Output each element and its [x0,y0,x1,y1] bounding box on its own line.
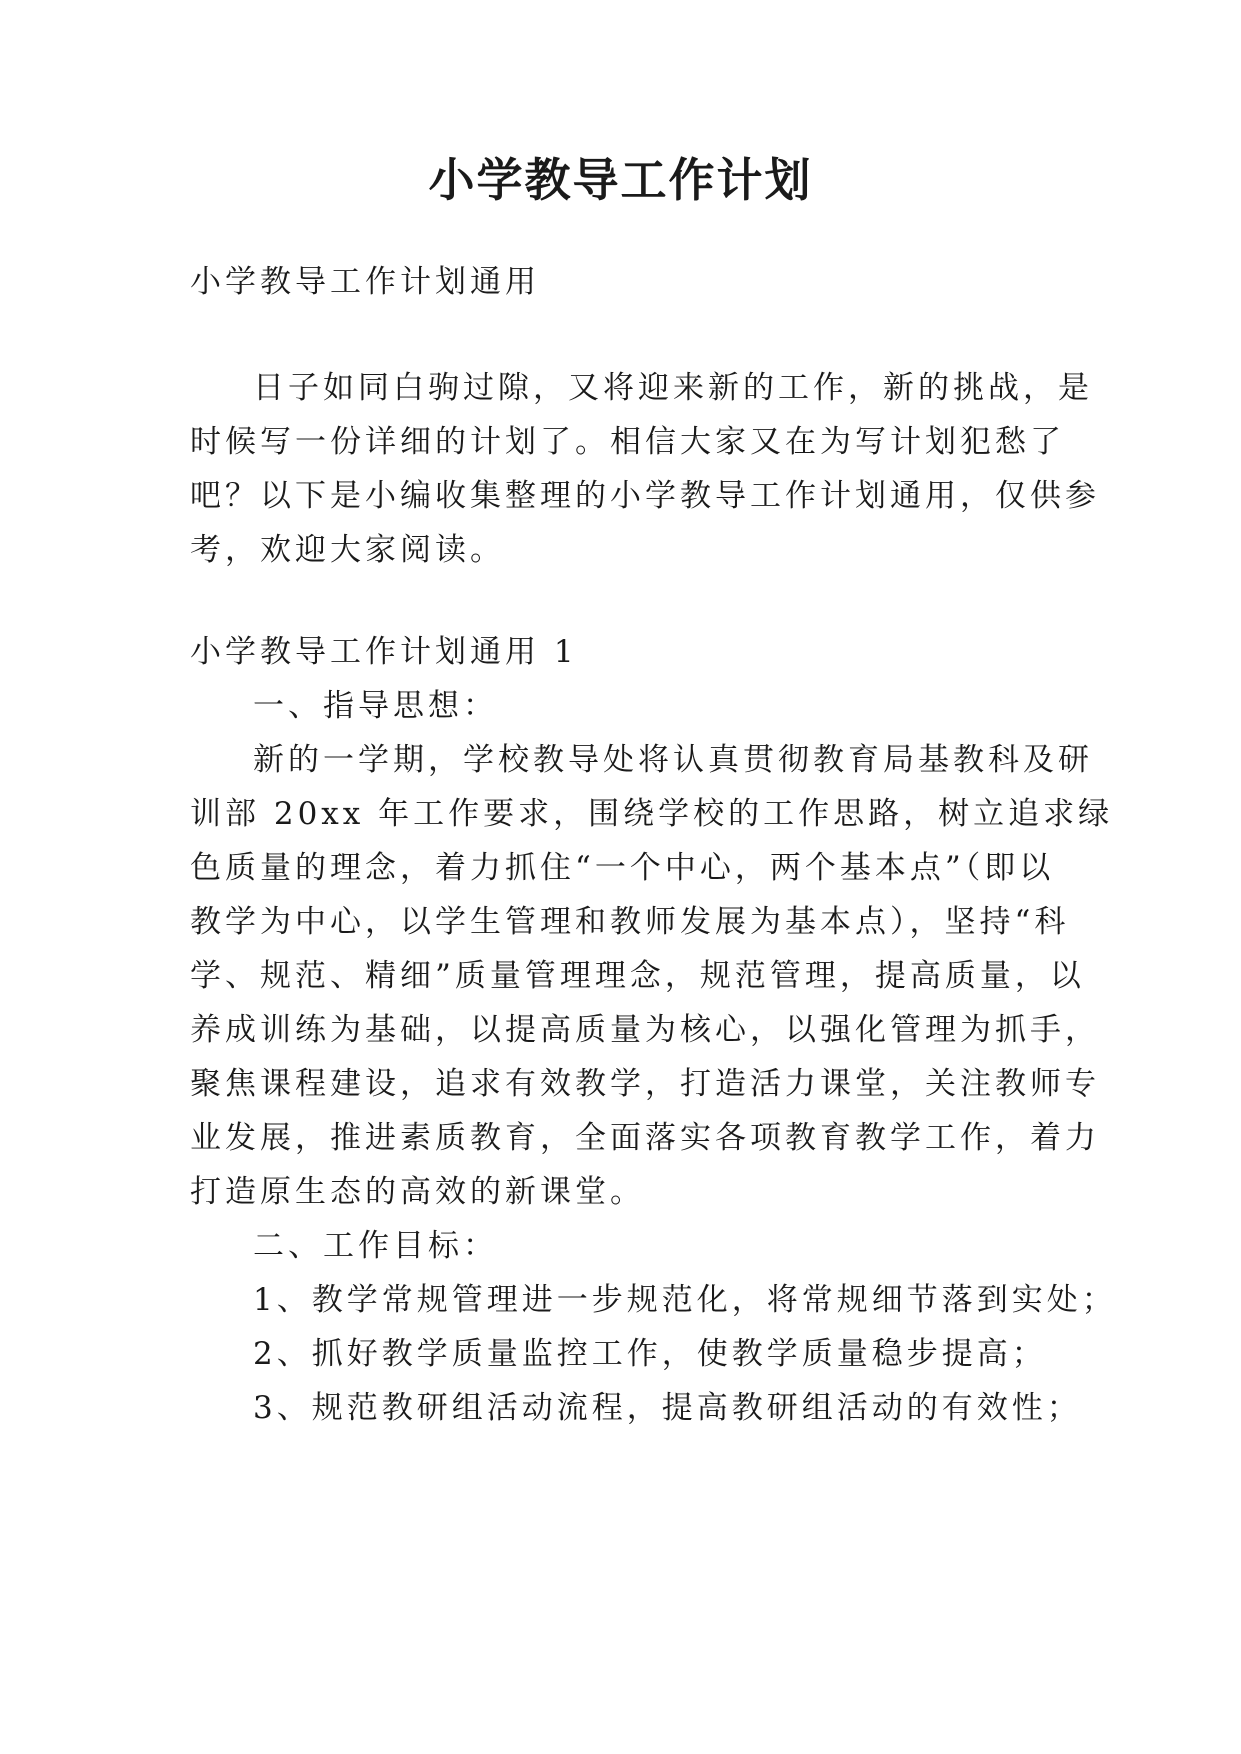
document-subtitle: 小学教导工作计划通用 [190,264,540,300]
goal-item-3: 3、规范教研组活动流程，提高教研组活动的有效性； [253,1390,1082,1426]
guiding-line-6: 养成训练为基础，以提高质量为核心，以强化管理为抓手， [190,1012,1100,1048]
guiding-line-4: 教学为中心，以学生管理和教师发展为基本点），坚持“科 [190,904,1070,940]
guiding-line-1: 新的一学期，学校教导处将认真贯彻教育局基教科及研 [253,742,1093,778]
intro-line-4: 考，欢迎大家阅读。 [190,532,505,568]
guiding-line-2: 训部 20xx 年工作要求，围绕学校的工作思路，树立追求绿 [190,796,1114,832]
goal-item-2: 2、抓好教学质量监控工作，使教学质量稳步提高； [253,1336,1047,1372]
document-title: 小学教导工作计划 [428,153,813,207]
guiding-line-8: 业发展，推进素质教育，全面落实各项教育教学工作，着力 [190,1120,1100,1156]
intro-line-1: 日子如同白驹过隙，又将迎来新的工作，新的挑战，是 [253,370,1093,406]
guiding-line-9: 打造原生态的高效的新课堂。 [190,1174,645,1210]
guiding-line-3: 色质量的理念，着力抓住“一个中心，两个基本点”（即以 [190,850,1055,886]
section-heading: 小学教导工作计划通用 1 [190,634,578,670]
goal-item-1: 1、教学常规管理进一步规范化，将常规细节落到实处； [253,1282,1117,1318]
goals-heading: 二、工作目标： [253,1228,498,1264]
guiding-heading: 一、指导思想： [253,688,498,724]
guiding-line-5: 学、规范、精细”质量管理理念，规范管理，提高质量，以 [190,958,1085,994]
intro-line-2: 时候写一份详细的计划了。相信大家又在为写计划犯愁了 [190,424,1065,460]
guiding-line-7: 聚焦课程建设，追求有效教学，打造活力课堂，关注教师专 [190,1066,1100,1102]
intro-line-3: 吧？以下是小编收集整理的小学教导工作计划通用，仅供参 [190,478,1100,514]
